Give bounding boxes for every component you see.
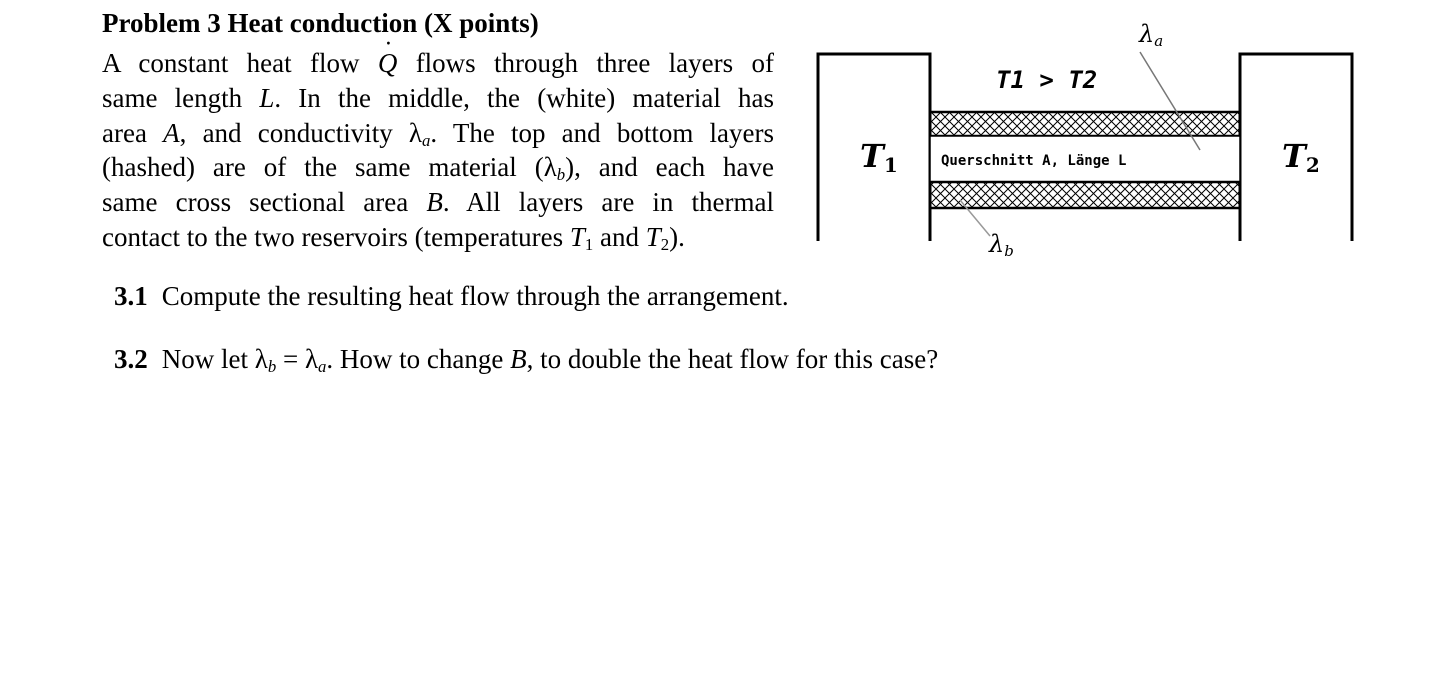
description-line-4: (hashed) are of the same material $(\lambda_b)$, and each have bbox=[102, 152, 774, 185]
q-dot-symbol: Q ˙ bbox=[378, 48, 398, 78]
question-3-1 bbox=[114, 281, 789, 312]
question-3-2: 3.2 Now let $\lambda_b = \lambda_a$. How to change B, to double the heat flow for this case? bbox=[114, 344, 939, 377]
description-line-6: contact to the two reservoirs (temperatures $T_1$ and $T_2$). bbox=[102, 221, 685, 255]
question-text: Compute the resulting heat flow through the arrangement. bbox=[161, 281, 789, 311]
question-number: 3.2 bbox=[114, 344, 148, 374]
lambda-a-label: λa bbox=[1139, 20, 1164, 50]
problem-title: Problem 3 Heat conduction (X points) bbox=[102, 8, 539, 38]
temperature-relation-label: T1 > T2 bbox=[996, 66, 1098, 94]
left-reservoir-temperature: T1 bbox=[860, 137, 898, 177]
description-line-2: same length L. In the middle, the (white) material has bbox=[102, 82, 774, 113]
description-line-5: same cross sectional area B. All layers are in thermal bbox=[102, 187, 775, 218]
right-reservoir-temperature: T2 bbox=[1282, 137, 1320, 177]
description-line-1: A constant heat flow Q ˙ flows through three layers of bbox=[102, 46, 774, 81]
question-number: 3.1 bbox=[114, 281, 148, 311]
top-hashed-layer bbox=[930, 112, 1240, 136]
bottom-hashed-layer bbox=[930, 182, 1240, 208]
lambda-b-label: λb bbox=[989, 230, 1014, 260]
cross-section-label: Querschnitt A, Länge L bbox=[941, 153, 1127, 169]
description-line-3: area A, and conductivity $\lambda_a$. The top and bottom layers bbox=[102, 117, 774, 150]
